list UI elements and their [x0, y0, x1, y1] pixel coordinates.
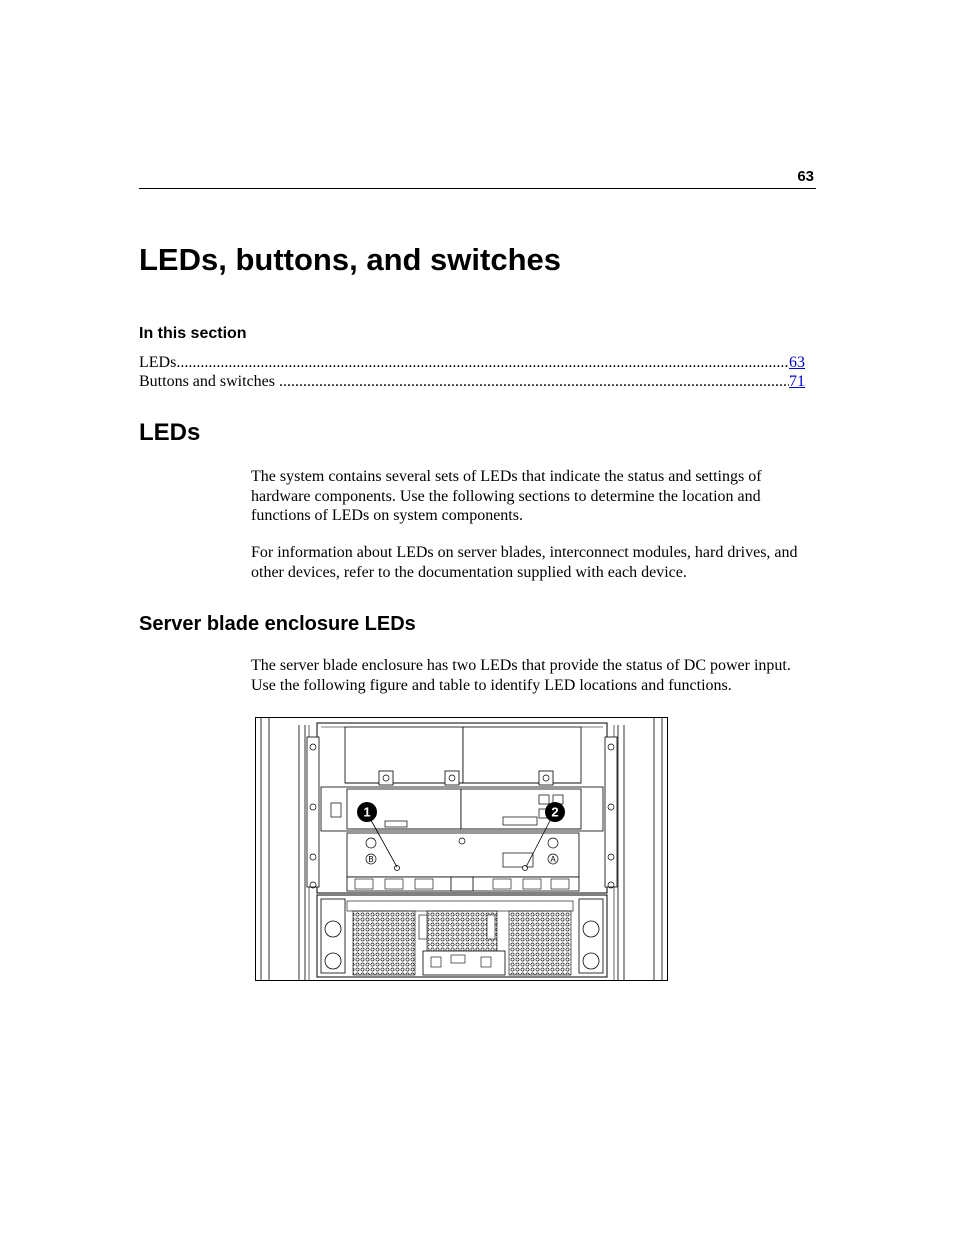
- leds-reference-paragraph: For information about LEDs on server blades, interconnect modules, hard drives, and other devices, refer to the documentation supplied with each device.: [251, 544, 798, 581]
- chassis-flange-right: [605, 737, 617, 888]
- toc-list: [139, 354, 805, 392]
- enclosure-rear-illustration: [255, 717, 668, 981]
- toc-page-link[interactable]: 63: [789, 354, 805, 371]
- callout-2-label: 2: [551, 804, 559, 820]
- toc-entry-leds[interactable]: [139, 354, 805, 373]
- chassis-flange-left: [307, 737, 319, 888]
- power-supply-unit: [317, 895, 607, 977]
- page-number: 63: [797, 168, 814, 185]
- vent-grille-right: [509, 911, 571, 975]
- toc-entry-buttons-and-switches[interactable]: [139, 373, 805, 392]
- vent-grille-center: [427, 911, 497, 955]
- chapter-title: LEDs, buttons, and switches: [139, 242, 561, 277]
- port-label-a: A: [550, 855, 556, 864]
- toc-leader: [279, 373, 789, 391]
- callout-1-label: 1: [363, 804, 371, 820]
- enclosure-rear-figure: [255, 717, 668, 981]
- subsection-title-enclosure-leds: Server blade enclosure LEDs: [139, 613, 416, 635]
- header-rule: [139, 188, 816, 189]
- toc-leader: [176, 354, 789, 372]
- leds-intro-paragraph: The system contains several sets of LEDs that indicate the status and settings of hardware components. Use the following sections to determine the location and functions of LEDs on system components.: [251, 468, 762, 524]
- callout-2: [545, 802, 565, 822]
- section-title-leds: LEDs: [139, 419, 201, 446]
- toc-page-link[interactable]: 71: [789, 373, 805, 390]
- top-bays: [321, 727, 603, 785]
- port-label-b: B: [368, 855, 374, 864]
- enclosure-leds-paragraph: The server blade enclosure has two LEDs that provide the status of DC power input. Use the following figure and table to identify LED locations and functions.: [251, 657, 791, 694]
- callout-1: [357, 802, 377, 822]
- toc-entry-label: LEDs: [139, 354, 177, 371]
- toc-heading: In this section: [139, 325, 247, 342]
- toc-entry-label: Buttons and switches: [139, 373, 275, 390]
- chassis-bottom-strip: [347, 877, 579, 891]
- vent-grille-left: [353, 911, 415, 975]
